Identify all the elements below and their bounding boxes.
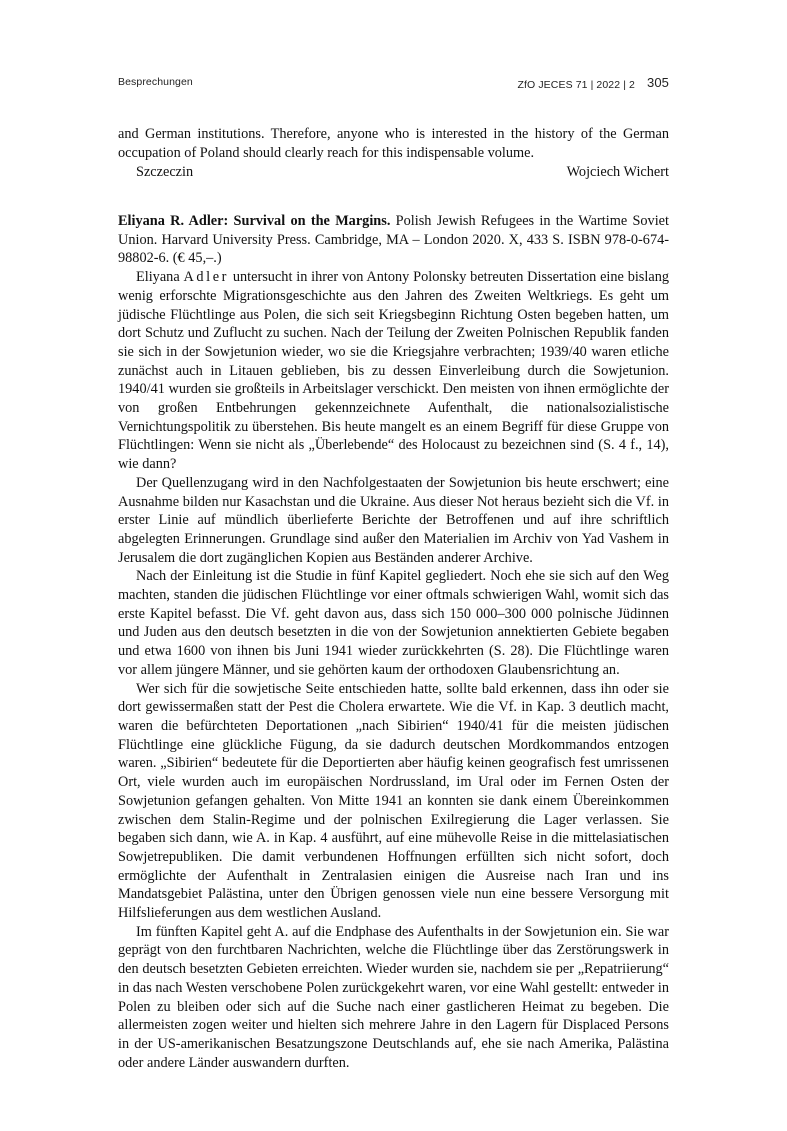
bibliographic-entry [118,212,669,268]
journal-citation [518,76,669,91]
author-first-name: Eliyana [136,269,184,286]
reviewer-place: Szczeczin [136,164,194,181]
review-paragraph-3: Nach der Einleitung ist die Studie in fünf Kapitel gegliedert. Noch ehe sie sich auf den Weg machten, standen die jüdischen Flüchtlinge vor einer oftmals schwierigen Wahl, womit sich das erste Kapitel befasst. Die Vf. geht davon aus, dass sich 150 000–300 000 polnische Jüdinnen und Juden aus den deutsch besetzten in die von der Sowjetunion annektierten Gebiete begaben und etwa 1600 von ihnen bis Juni 1941 wieder zurückkehrten (S. 28). Die Flüchtlinge waren vor allem jüngere Männer, und sie gehörten kaum der orthodoxen Glaubensrichtung an. [118,568,669,678]
review-paragraph-1 [118,268,669,474]
page-number: 305 [647,75,669,90]
review-paragraph-4: Wer sich für die sowjetische Seite entschieden hatte, sollte bald erkennen, dass ihn oder sie dort gewissermaßen statt der Pest die Cholera erwartete. Wie die Vf. in Kap. 3 deutlich macht, waren die befürchteten Deportationen „nach Sibirien“ 1940/41 für die meisten jüdischen Flüchtlinge eine glückliche Fügung, da sie dadurch deutschen Mordkommandos entzogen waren. „Sibirien“ bedeutete für die Deportierten aber häufig keinen geografisch fest umrissenen Ort, viele wurden auch im europäischen Nordrussland, im Ural oder im Fernen Osten der Sowjetunion gefangen gehalten. Von Mitte 1941 an konnten sie dank einem Übereinkommen zwischen dem Stalin-Regime und der polnischen Exilregierung die Lager verlassen. Sie begaben sich dann, wie A. in Kap. 4 ausführt, auf eine mühevolle Reise in die mittelasiatischen Sowjetrepubliken. Die damit verbundenen Hoffnungen erfüllten sich nicht sofort, doch ermöglichte der Aufenthalt in Zentralasien einigen die Ausreise nach Iran und ins Mandatsgebiet Palästina, unter den Übrigen genossen viele nun eine bessere Versorgung mit Hilfslieferungen aus dem westlichen Ausland. [118,680,669,922]
review-paragraph-5: Im fünften Kapitel geht A. auf die Endphase des Aufenthalts in der Sowjetunion ein. Sie war geprägt von den furchtbaren Nachrichten, welche die Flüchtlinge über das Zerstörungswerk in den deutsch besetzten Gebieten erreichten. Wieder wurden sie, nachdem sie per „Repatriierung“ in das nach Westen verschobene Polen zurückgekehrt waren, vor eine Wahl gestellt: entweder in Polen zu bleiben oder sich auf die Suche nach einer gastlicheren Heimat zu begeben. Die allermeisten zogen weiter und hielten sich mehrere Jahre in den Lagern für Displaced Persons in der US-amerikanischen Besatzungszone Deutschlands auf, ehe sie nach Amerika, Palästina oder andere Länder auswandern durften. [118,923,669,1071]
reviewer-name: Wojciech Wichert [566,164,669,181]
running-head [118,76,669,92]
previous-review-signature [118,163,669,182]
book-review [118,212,669,1072]
author-surname-spaced: Adler [183,269,230,286]
previous-review-closing-text: and German institutions. Therefore, anyone who is interested in the history of the German occupation of Poland should clearly reach for this indispensable volume. [118,126,669,161]
section-label: Besprechungen [118,76,193,88]
journal-issue: ZfO JECES 71 | 2022 | 2 [517,79,635,91]
book-author-title: Eliyana R. Adler: Survival on the Margins. [118,213,391,229]
previous-review-ending [118,125,669,182]
review-paragraph-2: Der Quellenzugang wird in den Nachfolgestaaten der Sowjetunion bis heute erschwert; eine Ausnahme bilden nur Kasachstan und die Ukraine. Aus dieser Not heraus bezieht sich die Vf. in erster Linie auf mündlich überlieferte Berichte der Betroffenen und auf ihre schriftlich abgelegten Erinnerungen. Grundlage sind außer den Materialien im Archiv von Yad Vashem in Jerusalem die dort zugänglichen Kopien aus Beständen anderer Archive. [118,474,669,566]
paragraph-1-text: untersucht in ihrer von Antony Polonsky betreuten Dissertation eine bislang wenig erforschte Migrationsgeschichte aus den Jahren des Zweiten Weltkriegs. Es geht um jüdische Flüchtlinge aus Polen, die sich seit Kriegsbeginn Richtung Osten begeben hatten, um dort Schutz und Zuflucht zu suchen. Nach der Teilung der Zweiten Polnischen Republik fanden sie sich in der Sowjetunion wieder, wo sie die Kriegsjahre verbrachten; 1939/40 waren etliche zunächst auch in Litauen geblieben, bis zu dessen Einverleibung durch die Sowjetunion. 1940/41 wurden sie großteils in Arbeitslager verschickt. Den meisten von ihnen ermöglichte der von großen Entbehrungen gekennzeichnete Aufenthalt, die nationalsozialistische Vernichtungspolitik zu überstehen. Bis heute mangelt es an einem Begriff für diese Gruppe von Flüchtlingen: Wenn sie nicht als „Überlebende“ des Holocaust zu bezeichnen sind (S. 4 f., 14), wie dann? [118,269,669,473]
bibliographic-details: Polish Jewish Refugees in the Wartime Soviet Union. Harvard University Press. Cambridge, MA – London 2020. X, 433 S. ISBN 978-0-674-98802-6. (€ 45,–.) [118,213,669,267]
